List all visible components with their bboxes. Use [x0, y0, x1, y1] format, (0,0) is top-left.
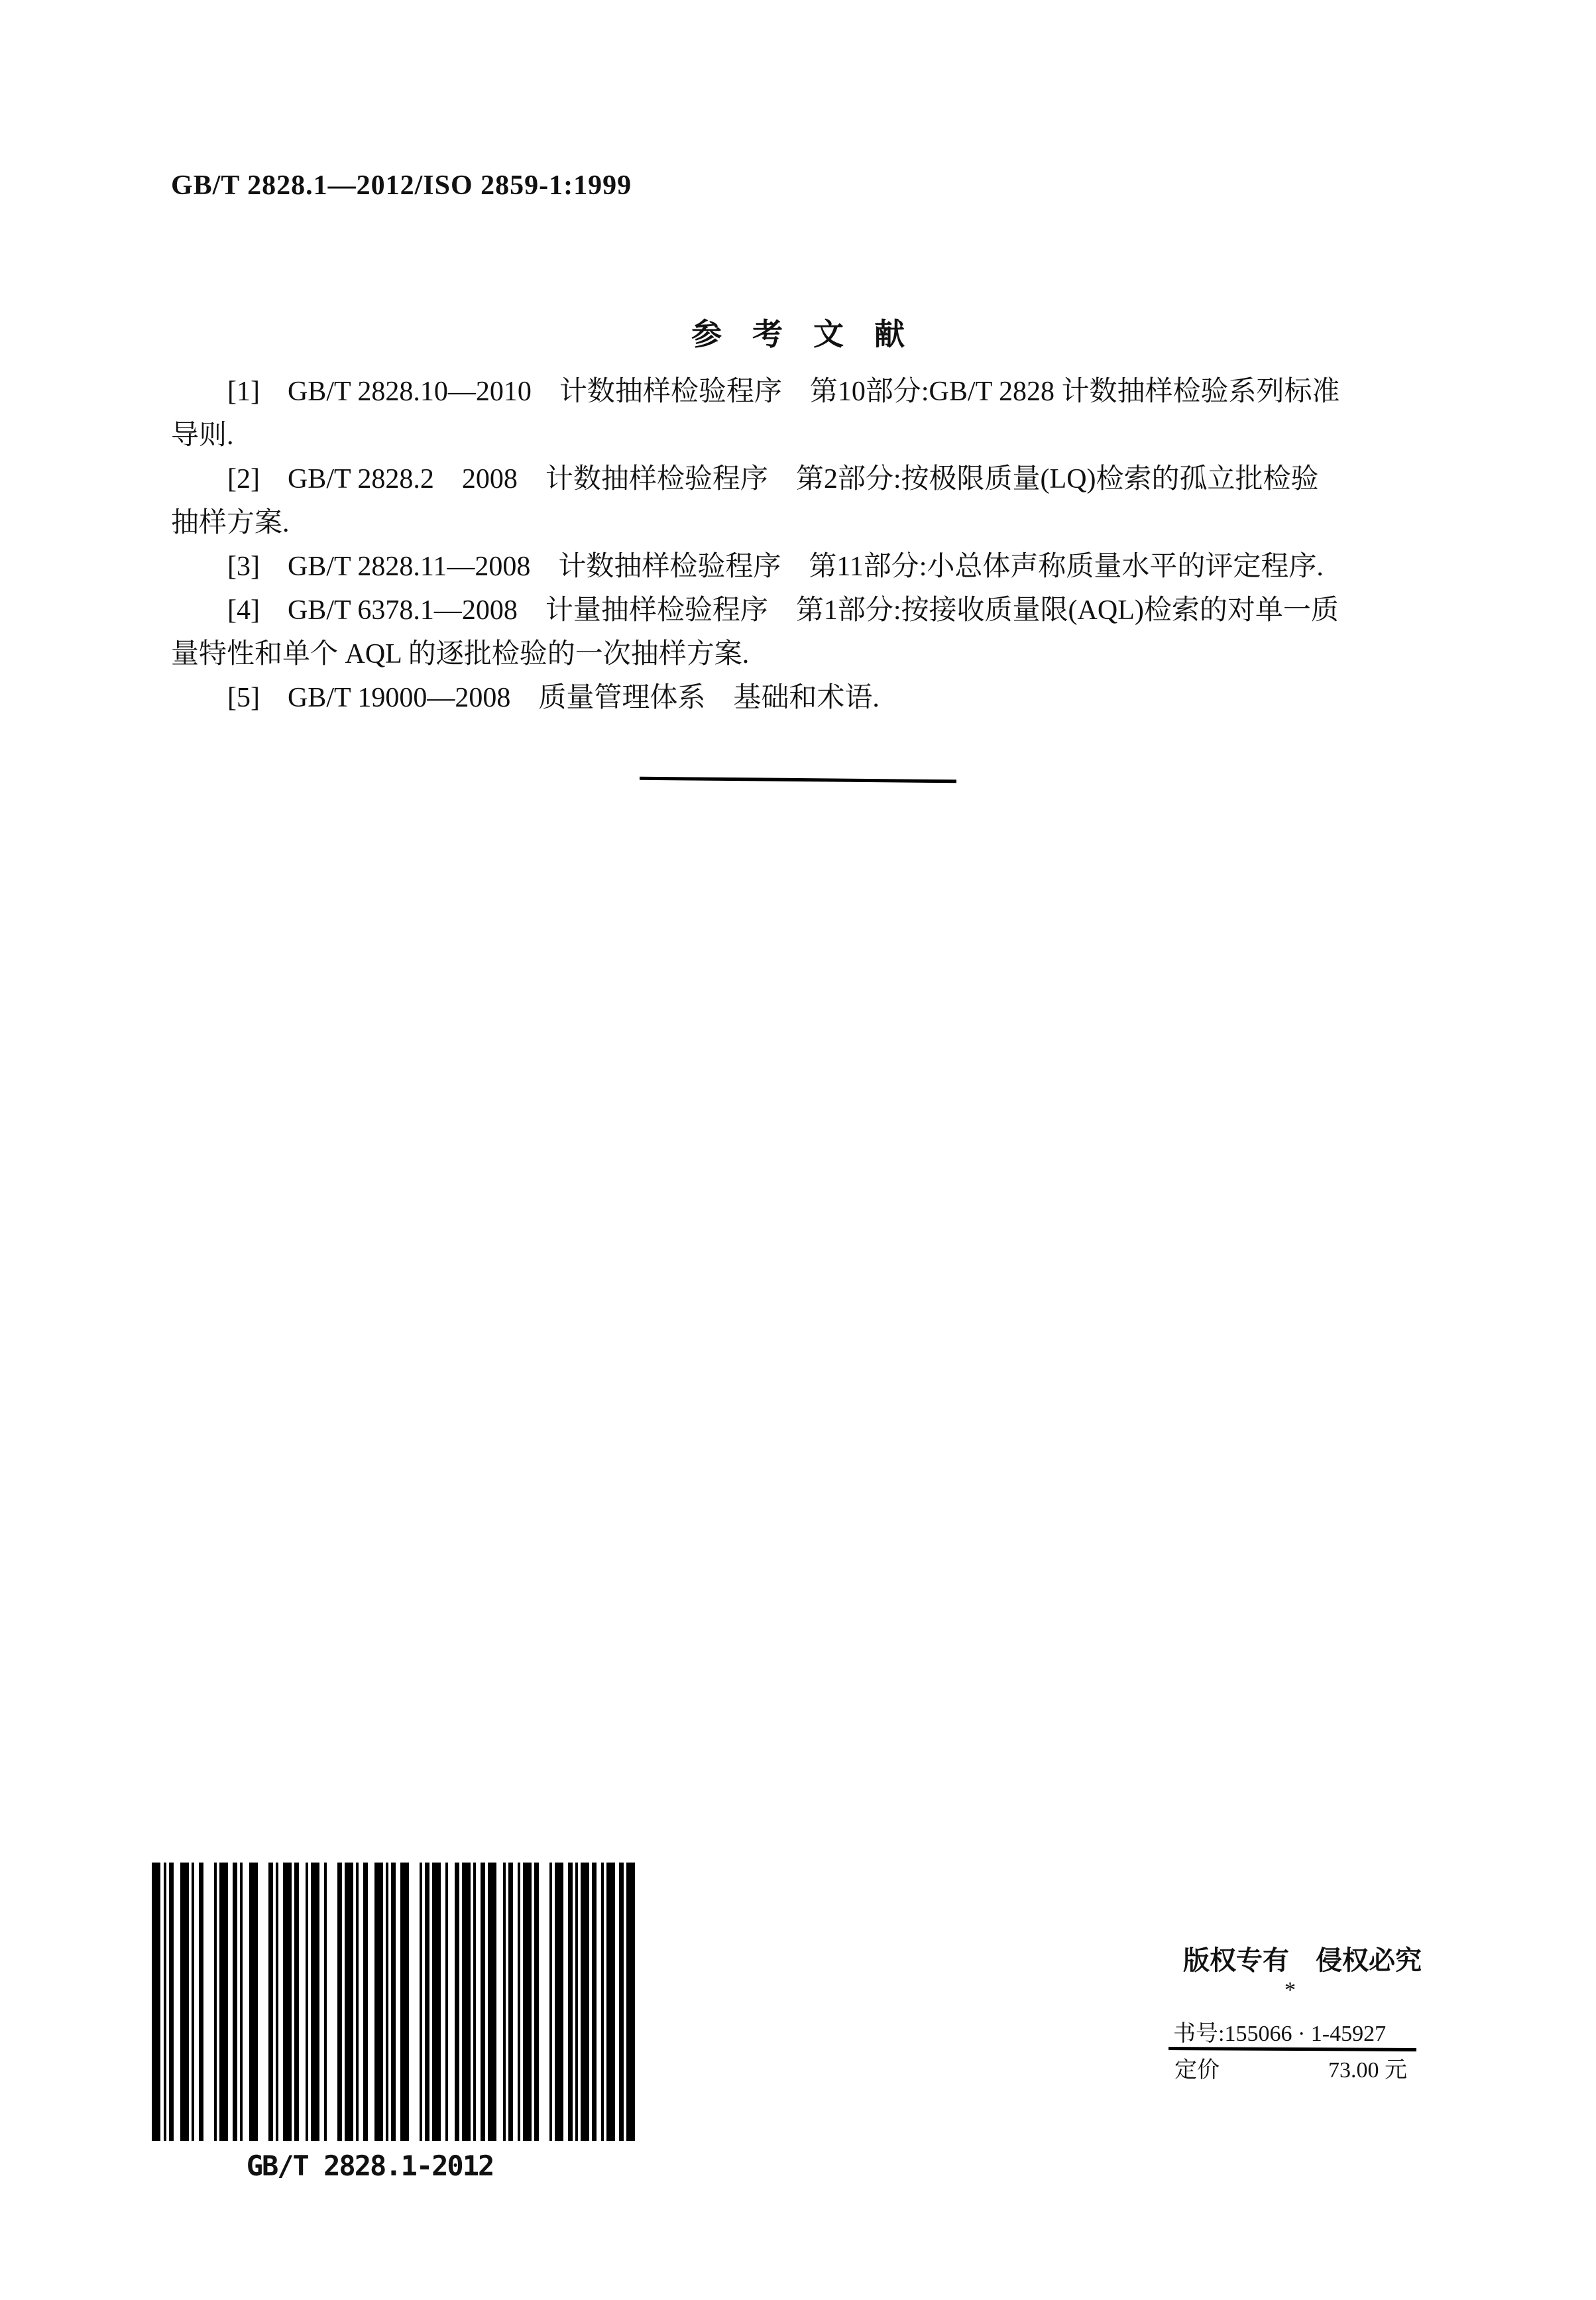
reference-item: [5] GB/T 19000—2008 质量管理体系 基础和术语.: [227, 683, 880, 713]
page-title: 参 考 文 献: [691, 317, 905, 351]
asterisk-separator: *: [1284, 1978, 1296, 2002]
reference-item: 量特性和单个 AQL 的逐批检验的一次抽样方案.: [171, 639, 750, 669]
book-number: 书号:155066 · 1-45927: [1173, 2022, 1387, 2046]
copyright-notice: 版权专有 侵权必究: [1183, 1946, 1422, 1975]
references-list: [171, 370, 1440, 720]
price-label: 定价: [1174, 2058, 1220, 2083]
imprint-rule: [1168, 2047, 1416, 2051]
standard-number-header: GB/T 2828.1—2012/ISO 2859-1:1999: [171, 170, 632, 201]
reference-item: 导则.: [171, 420, 234, 451]
reference-item: [1] GB/T 2828.10—2010 计数抽样检验程序 第10部分:GB/T 2828 计数抽样检验系列标准: [227, 376, 1340, 407]
barcode-label: GB/T 2828.1-2012: [246, 2150, 494, 2182]
reference-item: [3] GB/T 2828.11—2008 计数抽样检验程序 第11部分:小总体声称质量水平的评定程序.: [227, 551, 1324, 582]
price-value: 73.00 元: [1328, 2058, 1407, 2083]
reference-item: [4] GB/T 6378.1—2008 计量抽样检验程序 第1部分:按接收质量限(AQL)检索的对单一质: [227, 595, 1339, 626]
reference-item: 抽样方案.: [171, 508, 290, 538]
section-divider: [640, 777, 956, 783]
barcode: [152, 1863, 588, 2141]
reference-item: [2] GB/T 2828.2 2008 计数抽样检验程序 第2部分:按极限质量(LQ)检索的孤立批检验: [227, 464, 1319, 494]
price-row-clipped: [1174, 2058, 1407, 2083]
